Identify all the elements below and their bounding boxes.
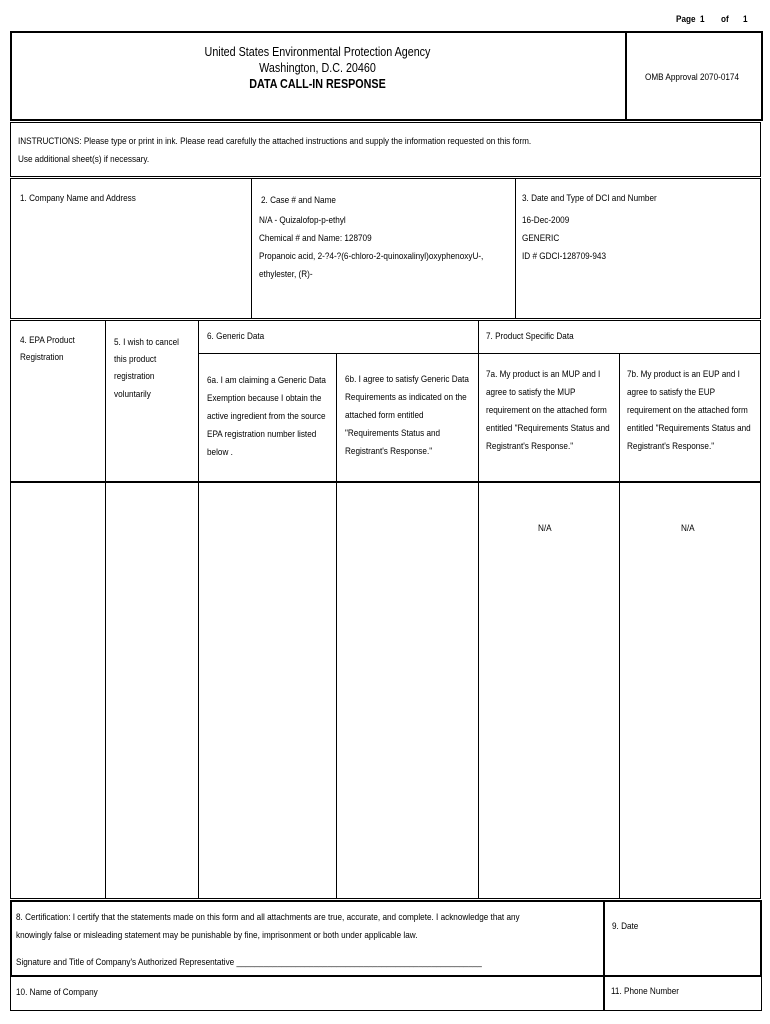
page-number: 1 <box>700 14 705 25</box>
cancel-label-1: 5. I wish to cancel <box>114 337 179 348</box>
text-line: "Requirements Status and <box>345 428 441 439</box>
text-line: 7a. My product is an MUP and I <box>486 369 601 380</box>
certification-line2: knowingly false or misleading statement may be punishable by fine, imprisonment or both under applicable law. <box>16 930 418 941</box>
text-line: Requirements as indicated on the <box>345 392 467 403</box>
text-line: Registrant's Response." <box>486 441 574 452</box>
cancel-label-3: registration <box>114 371 155 382</box>
company-name-address-label: 1. Company Name and Address <box>20 193 136 204</box>
col-div-6-7 <box>478 320 479 899</box>
col-div-6a-6b <box>336 353 337 899</box>
certification-line1: 8. Certification: I certify that the statements made on this form and all attachments are true, accurate, and complete. I acknowledge that any <box>16 912 520 923</box>
dci-label: 3. Date and Type of DCI and Number <box>522 193 657 204</box>
header-titles <box>53 44 582 92</box>
text-line: Exemption because I obtain the <box>207 393 322 404</box>
eup-value: N/A <box>681 523 695 534</box>
text-line: EPA registration number listed <box>207 429 317 440</box>
company-phone-divider <box>603 976 605 1011</box>
chemical-name-line2: ethylester, (R)- <box>259 269 313 280</box>
certification-divider <box>603 900 605 977</box>
text-line: 6a. I am claiming a Generic Data <box>207 375 326 386</box>
agency-name: United States Environmental Protection Agency <box>204 45 431 59</box>
text-line: 6b. I agree to satisfy Generic Data <box>345 374 469 385</box>
col-div-7a-7b <box>619 353 620 899</box>
page-of-label: of <box>721 14 729 25</box>
instructions-line2: Use additional sheet(s) if necessary. <box>18 154 150 165</box>
text-line: agree to satisfy the MUP <box>486 387 576 398</box>
text-line: agree to satisfy the EUP <box>627 387 716 398</box>
case-name-value: N/A - Quizalofop-p-ethyl <box>259 215 346 226</box>
dci-date: 16-Dec-2009 <box>522 215 570 226</box>
company-name-label: 10. Name of Company <box>16 987 98 998</box>
phone-number-label: 11. Phone Number <box>611 986 679 997</box>
text-line: below . <box>207 447 233 458</box>
instructions-line1: INSTRUCTIONS: Please type or print in ink. Please read carefully the attached instructions and supply the information requested on this form. <box>18 136 532 147</box>
chemical-number: Chemical # and Name: 128709 <box>259 233 372 244</box>
text-line: requirement on the attached form <box>627 405 748 416</box>
date-label: 9. Date <box>612 921 639 932</box>
text-line: attached form entitled <box>345 410 424 421</box>
agency-city: Washington, D.C. 20460 <box>259 61 376 75</box>
subheader-line <box>198 353 761 354</box>
page-total: 1 <box>743 14 748 25</box>
text-line: Registrant's Response." <box>627 441 715 452</box>
form-title: DATA CALL-IN RESPONSE <box>249 77 386 91</box>
omb-approval: OMB Approval 2070-0174 <box>645 72 740 83</box>
dci-type: GENERIC <box>522 233 560 244</box>
page-label: Page <box>676 14 696 25</box>
col-div-4-5 <box>105 320 106 899</box>
header-divider <box>625 31 627 121</box>
chemical-name-line1: Propanoic acid, 2-?4-?(6-chloro-2-quinoxalinyl)oxyphenoxyU-, <box>259 251 484 262</box>
mup-value: N/A <box>538 523 552 534</box>
header-bottom-line <box>10 481 761 483</box>
signature-line[interactable]: Signature and Title of Company's Authorized Representative ______________________________________________________ <box>16 957 482 968</box>
divider-2-3 <box>515 178 516 319</box>
text-line: active ingredient from the source <box>207 411 326 422</box>
text-line: 7b. My product is an EUP and I <box>627 369 740 380</box>
epa-registration-label-2: Registration <box>20 352 64 363</box>
generic-data-label: 6. Generic Data <box>207 331 265 342</box>
dci-id: ID # GDCI-128709-943 <box>522 251 607 262</box>
case-name-label: 2. Case # and Name <box>261 195 336 206</box>
text-line: entitled "Requirements Status and <box>627 423 751 434</box>
epa-registration-label-1: 4. EPA Product <box>20 335 75 346</box>
cancel-label-2: this product <box>114 354 157 365</box>
text-line: requirement on the attached form <box>486 405 607 416</box>
product-specific-data-label: 7. Product Specific Data <box>486 331 574 342</box>
text-line: entitled "Requirements Status and <box>486 423 610 434</box>
divider-1-2 <box>251 178 252 319</box>
col-div-5-6 <box>198 320 199 899</box>
text-line: Registrant's Response." <box>345 446 433 457</box>
cancel-label-4: voluntarily <box>114 389 151 400</box>
